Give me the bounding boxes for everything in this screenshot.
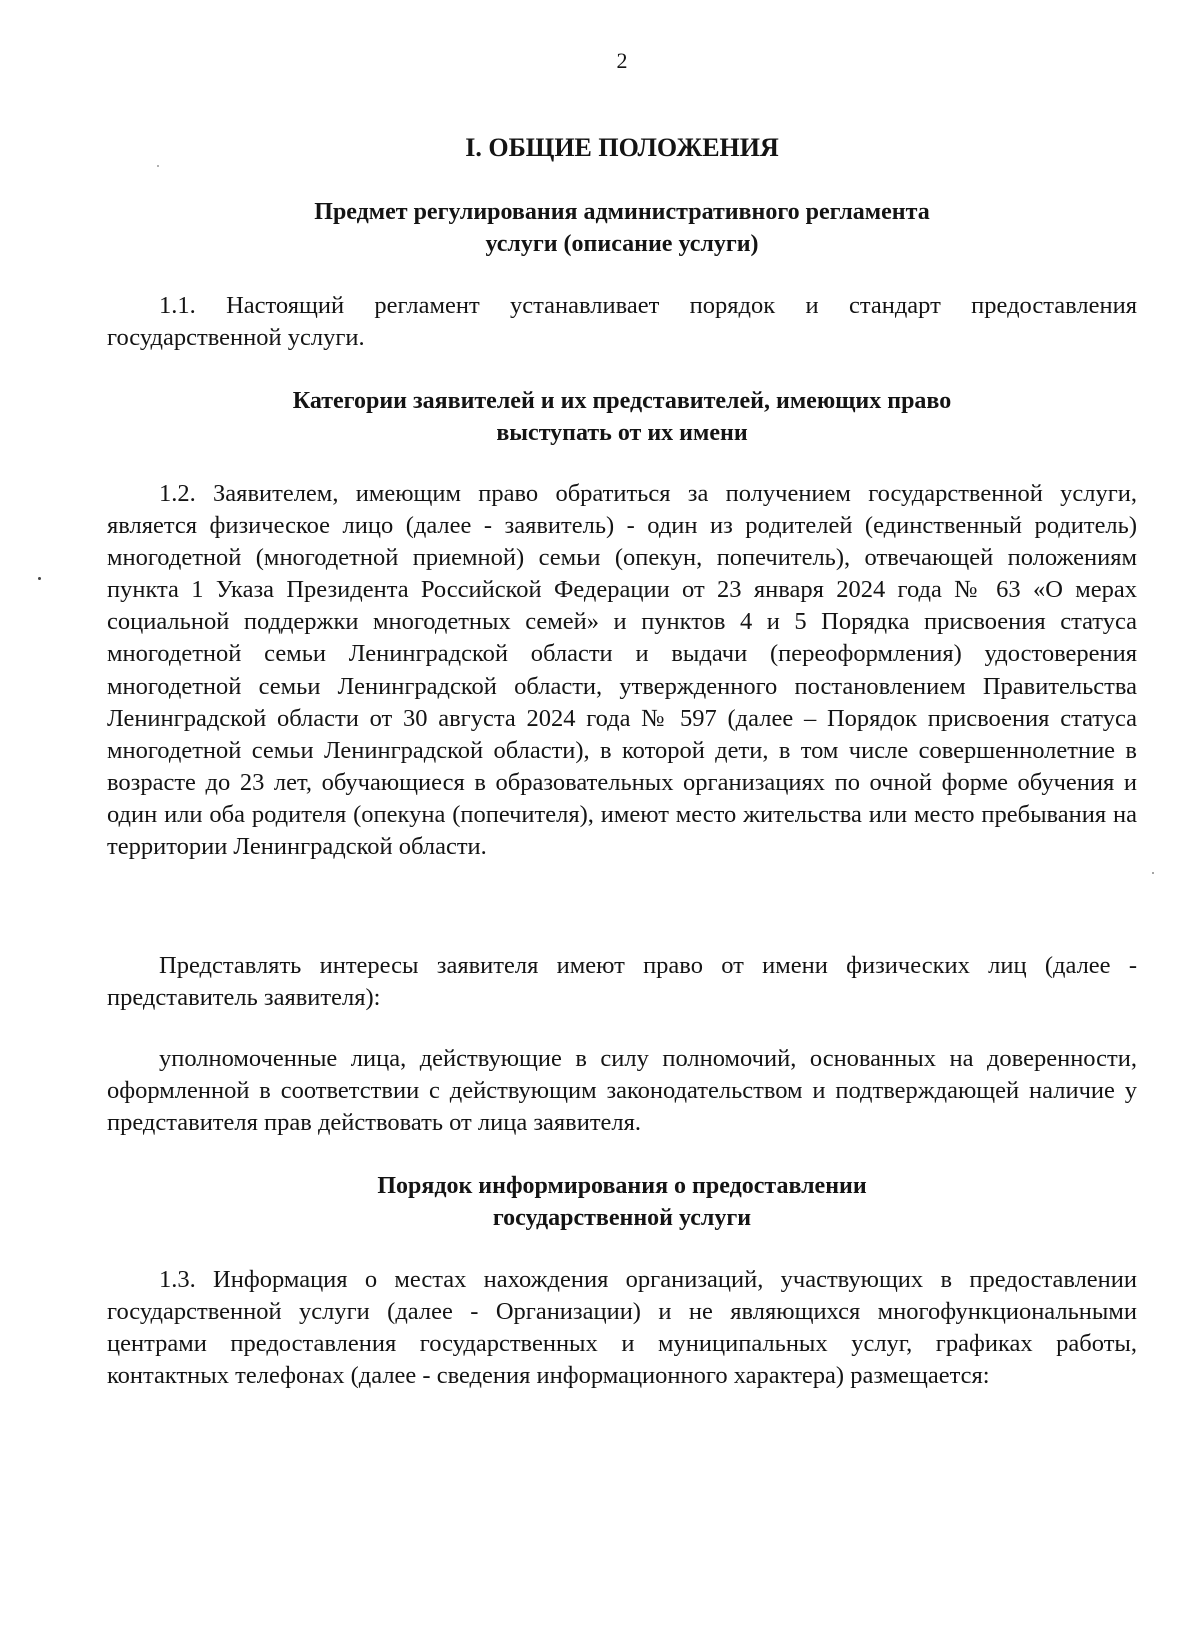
section-heading-subject: [107, 196, 1137, 260]
paragraph-authorized-persons: уполномоченные лица, действующие в силу полномочий, основанных на доверенности, оформленной в соответствии с действующим законодательством и подтверждающей наличие у представителя прав действовать от лица заявителя.: [107, 1045, 1137, 1137]
paragraph-representatives: Представлять интересы заявителя имеют право от имени физических лиц (далее - представитель заявителя):: [107, 952, 1137, 1012]
section-heading-line: государственной услуги: [492, 1205, 752, 1231]
section-heading-line: выступать от их имени: [496, 420, 748, 446]
section-heading-line: Категории заявителей и их представителей, имеющих право: [292, 388, 952, 414]
section-heading-line: услуги (описание услуги): [485, 231, 759, 257]
scan-speck: [1152, 872, 1154, 874]
chapter-title: I. ОБЩИЕ ПОЛОЖЕНИЯ: [465, 133, 779, 162]
scan-speck: [157, 165, 159, 167]
section-heading-informing: [107, 1170, 1137, 1234]
paragraph-1-1: 1.1. Настоящий регламент устанавливает порядок и стандарт предоставления государственной услуги.: [107, 292, 1137, 352]
paragraph-1-3: 1.3. Информация о местах нахождения организаций, участвующих в предоставлении государственной услуги (далее - Организации) и не являющихся многофункциональными центрами предоставления государственных и муниципальных услуг, графиках работы, контактных телефонах (далее - сведения информационного характера) размещается:: [107, 1266, 1137, 1390]
section-heading-line: Порядок информирования о предоставлении: [377, 1173, 867, 1199]
scan-speck: [38, 577, 41, 580]
section-heading-applicants: [107, 385, 1137, 449]
paragraph-1-2: 1.2. Заявителем, имеющим право обратиться за получением государственной услуги, является физическое лицо (далее - заявитель) - один из родителей (единственный родитель) многодетной (многодетной приемной) семьи (опекун, попечитель), отвечающей положениям пункта 1 Указа Президента Российской Федерации от 23 января 2024 года № 63 «О мерах социальной поддержки многодетных семей» и пунктов 4 и 5 Порядка присвоения статуса многодетной семьи Ленинградской области и выдачи (переоформления) удостоверения многодетной семьи Ленинградской области, утвержденного постановлением Правительства Ленинградской области от 30 августа 2024 года № 597 (далее – Порядок присвоения статуса многодетной семьи Ленинградской области), в которой дети, в том числе совершеннолетние в возрасте до 23 лет, обучающиеся в образовательных организациях по очной форме обучения и один или оба родителя (опекуна (попечителя), имеют место жительства или место пребывания на территории Ленинградской области.: [107, 480, 1137, 861]
page-number: 2: [616, 48, 628, 73]
section-heading-line: Предмет регулирования административного регламента: [314, 199, 930, 225]
